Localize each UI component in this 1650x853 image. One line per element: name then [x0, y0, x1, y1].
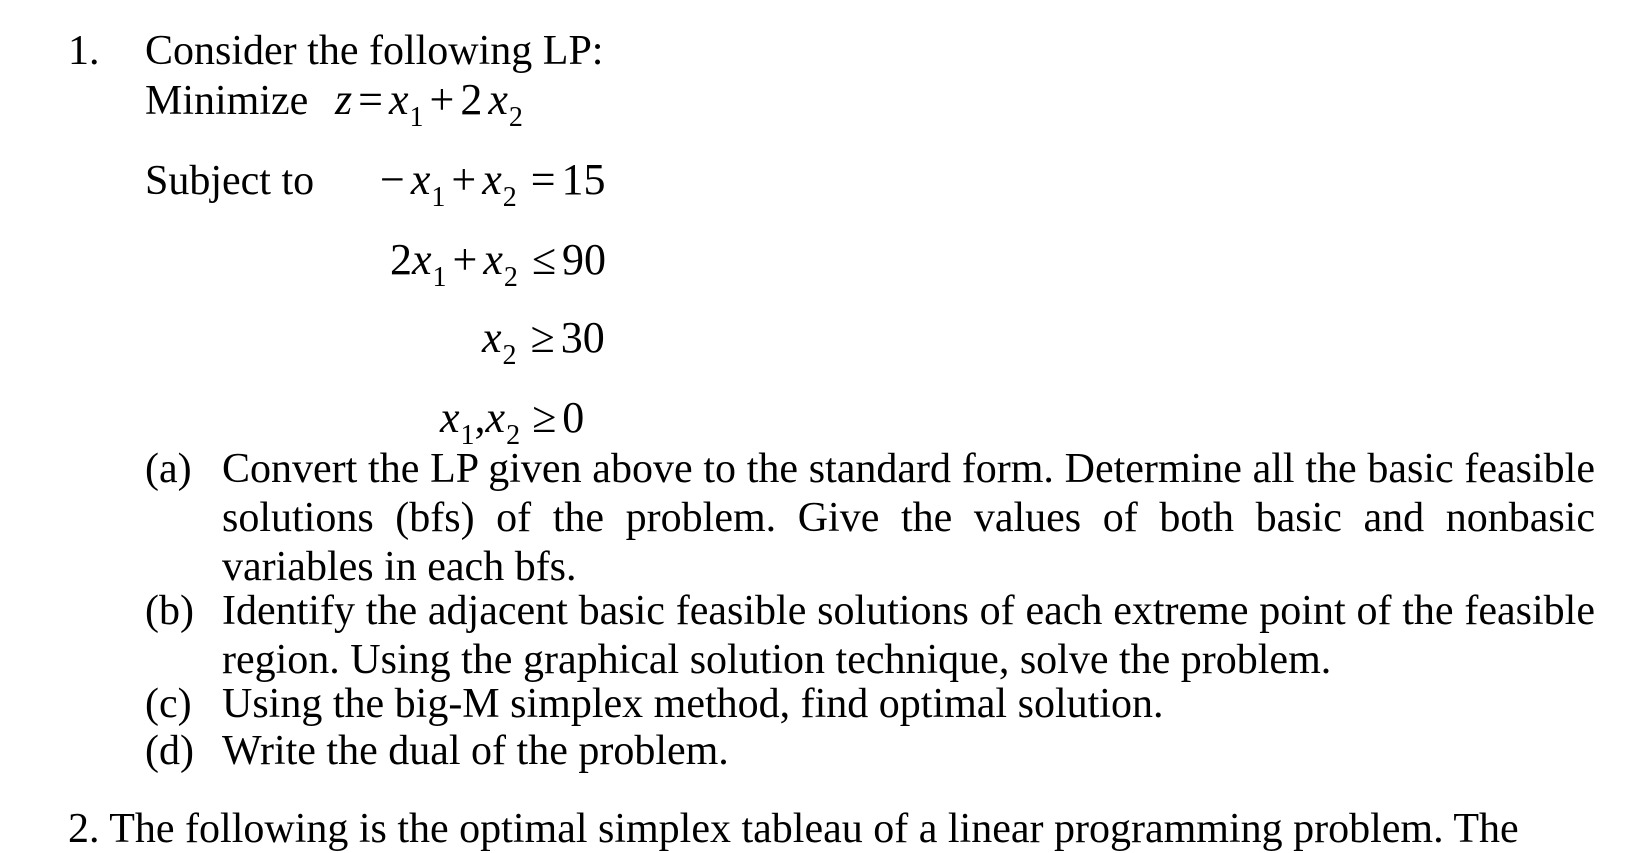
problem-intro: Consider the following LP:	[145, 28, 604, 74]
part-a-label: (a)	[145, 446, 192, 492]
objective-variable-z: z	[335, 75, 353, 124]
part-a	[145, 445, 1595, 592]
objective-function: $z = x_1 + 2$ $x_2$	[335, 75, 523, 133]
constraint-1: − $x_1 + x_2 = 15$	[380, 155, 606, 213]
part-c-label: (c)	[145, 681, 192, 727]
part-b-label: (b)	[145, 588, 194, 634]
part-a-text: Convert the LP given above to the standard form. Determine all the basic feasible solutions (bfs) of the problem. Give the values of both basic and nonbasic variables in each bfs.	[222, 446, 1595, 590]
constraints-label: Subject to	[145, 158, 315, 204]
part-d-label: (d)	[145, 728, 194, 774]
part-b	[145, 587, 1595, 685]
part-c-text: Using the big-M simplex method, find optimal solution.	[222, 681, 1164, 727]
constraint-2: $2x_1 + x_2 \le 90$	[390, 235, 607, 293]
problem-number: 1.	[68, 28, 100, 74]
part-b-text: Identify the adjacent basic feasible solutions of each extreme point of the feasible region. Using the graphical solution technique, solve the problem.	[222, 588, 1595, 683]
constraint-nonnegativity: $x_1,x_2 \ge 0$	[440, 393, 585, 451]
constraint-3: $x_2 \ge 30$	[482, 313, 605, 371]
part-c	[145, 680, 1595, 729]
part-d	[145, 727, 1595, 776]
part-d-text: Write the dual of the problem.	[222, 728, 729, 774]
objective-label: Minimize	[145, 78, 309, 124]
next-problem-cutoff: 2. The following is the optimal simplex tableau of a linear programming problem. The	[68, 806, 1519, 852]
